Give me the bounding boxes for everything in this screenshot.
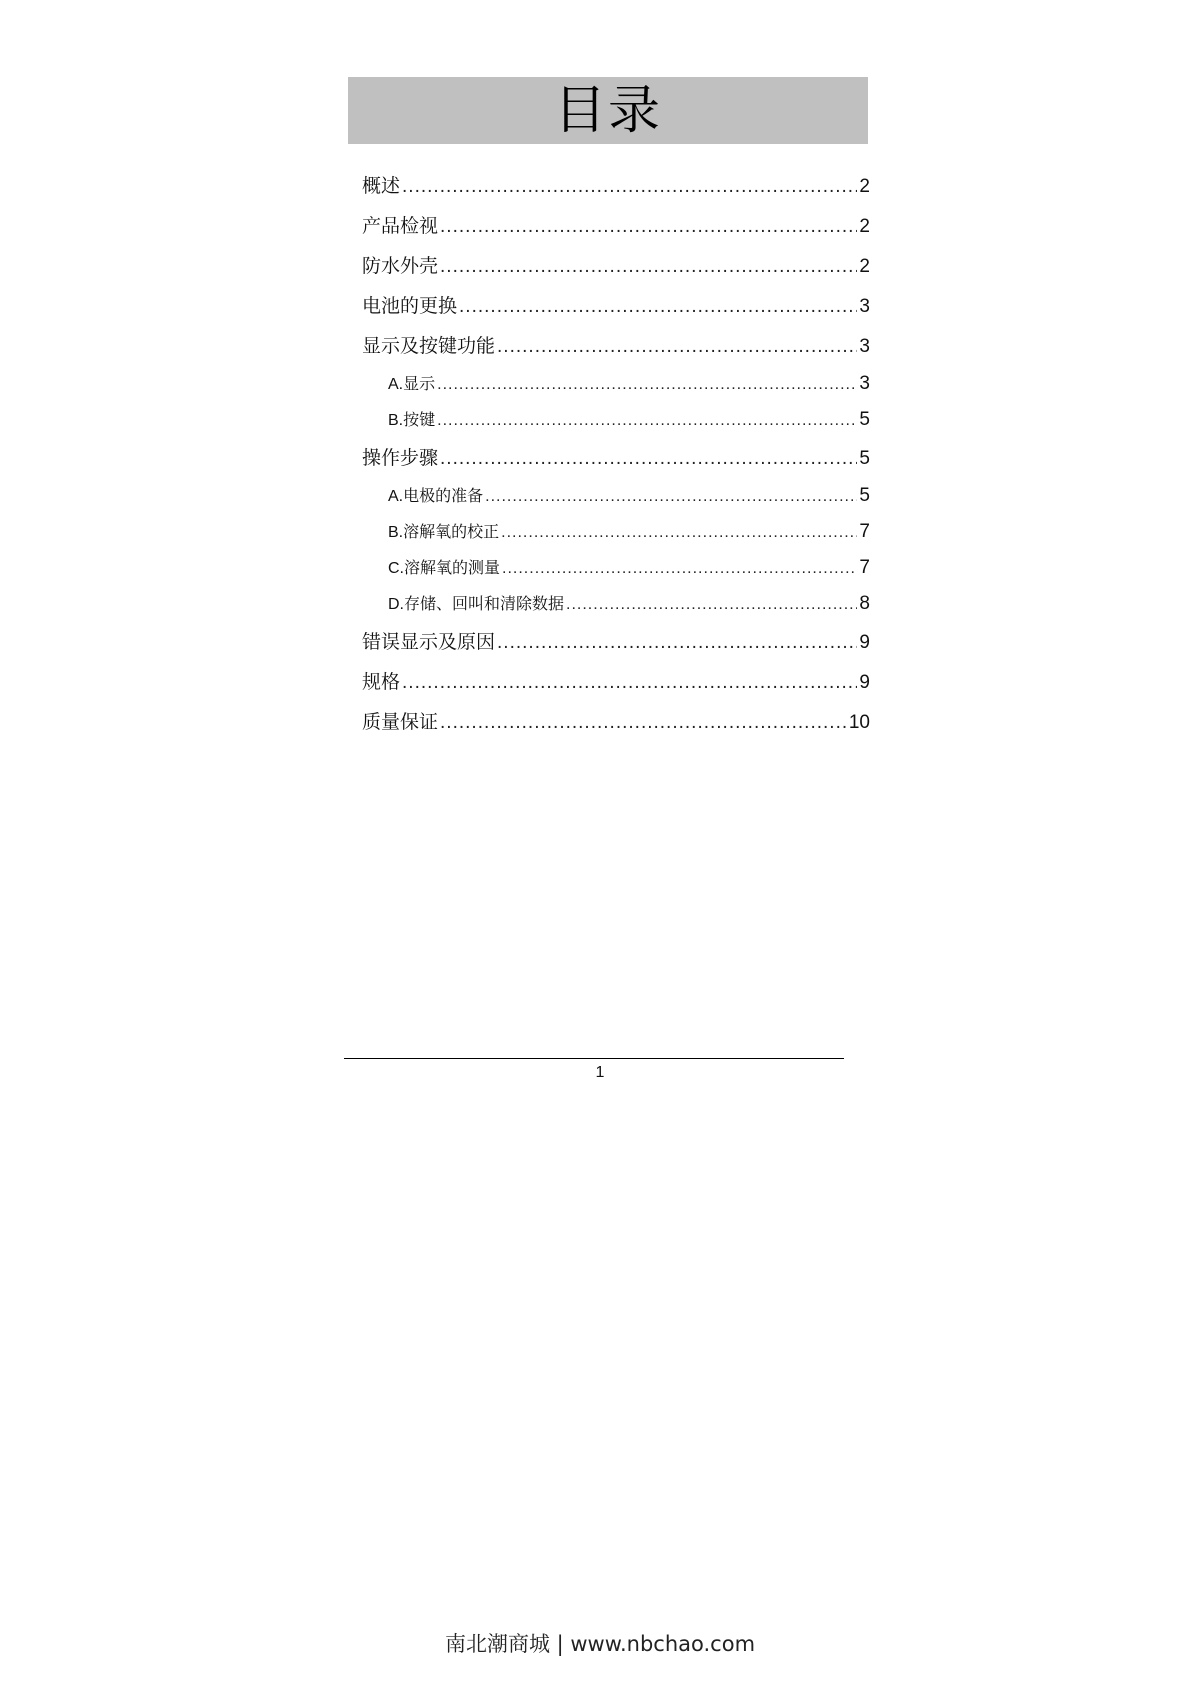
toc-dot-leader	[402, 167, 857, 207]
toc-dot-leader	[497, 623, 857, 663]
toc-subentry-marker: C.	[388, 560, 404, 577]
toc-subentry-marker: A.	[388, 488, 404, 505]
toc-entry-page: 3	[859, 336, 870, 357]
toc-subentry-marker: A.	[388, 376, 404, 393]
toc-entry-label: 操作步骤	[362, 447, 439, 469]
toc-entry-page: 5	[859, 485, 870, 506]
toc-dot-leader	[459, 287, 857, 327]
toc-dot-leader	[485, 479, 857, 515]
table-of-contents	[362, 166, 870, 742]
toc-entry-page: 7	[859, 521, 870, 542]
toc-dot-leader	[440, 207, 857, 247]
toc-entry-label: 存储、回叫和清除数据	[404, 594, 565, 613]
toc-entry[interactable]	[362, 662, 870, 702]
toc-entry-page: 3	[859, 373, 870, 394]
toc-entry-page: 2	[859, 256, 870, 277]
toc-entry-label: 防水外壳	[362, 255, 439, 277]
toc-dot-leader	[566, 587, 857, 623]
toc-entry-page: 8	[859, 593, 870, 614]
toc-entry-label: 产品检视	[362, 215, 439, 237]
toc-dot-leader	[437, 367, 857, 403]
toc-entry[interactable]	[362, 702, 870, 742]
toc-dot-leader	[440, 703, 847, 743]
toc-entry[interactable]	[362, 206, 870, 246]
toc-subentry-marker: D.	[388, 596, 404, 613]
footer-divider	[344, 1058, 844, 1059]
toc-subentry-marker: B.	[388, 524, 404, 541]
toc-entry-page: 9	[859, 632, 870, 653]
toc-title: 目录	[553, 80, 662, 141]
toc-entry-label: 溶解氧的校正	[403, 522, 500, 541]
toc-subentry[interactable]	[362, 478, 870, 514]
toc-entry[interactable]	[362, 286, 870, 326]
toc-dot-leader	[501, 515, 857, 551]
toc-dot-leader	[402, 663, 857, 703]
toc-entry-label: 电极的准备	[403, 486, 484, 505]
page-number: 1	[595, 1064, 605, 1081]
toc-dot-leader	[502, 551, 857, 587]
toc-entry[interactable]	[362, 622, 870, 662]
toc-entry-page: 3	[859, 296, 870, 317]
toc-entry[interactable]	[362, 246, 870, 286]
toc-subentry[interactable]	[362, 366, 870, 402]
toc-entry-page: 2	[859, 216, 870, 237]
toc-title-banner	[348, 77, 868, 144]
toc-entry[interactable]	[362, 166, 870, 206]
toc-entry-page: 5	[859, 448, 870, 469]
toc-entry-label: 概述	[362, 175, 401, 197]
toc-entry-page: 10	[848, 712, 870, 733]
toc-subentry[interactable]	[362, 514, 870, 550]
toc-entry-label: 质量保证	[362, 711, 439, 733]
toc-subentry[interactable]	[362, 586, 870, 622]
toc-dot-leader	[440, 247, 857, 287]
toc-subentry[interactable]	[362, 550, 870, 586]
toc-entry-page: 5	[859, 409, 870, 430]
site-watermark: 南北潮商城 | www.nbchao.com	[444, 1632, 756, 1656]
toc-subentry-marker: B.	[388, 412, 404, 429]
toc-entry-label: 按键	[403, 410, 436, 429]
toc-entry-label: 规格	[362, 671, 401, 693]
toc-entry-label: 溶解氧的测量	[404, 558, 501, 577]
toc-entry-label: 电池的更换	[362, 295, 458, 317]
toc-entry-label: 显示	[403, 374, 436, 393]
toc-entry-page: 7	[859, 557, 870, 578]
toc-entry-page: 9	[859, 672, 870, 693]
toc-entry-page: 2	[859, 176, 870, 197]
toc-dot-leader	[497, 327, 857, 367]
toc-subentry[interactable]	[362, 402, 870, 438]
toc-entry[interactable]	[362, 438, 870, 478]
toc-dot-leader	[437, 403, 857, 439]
toc-entry[interactable]	[362, 326, 870, 366]
toc-dot-leader	[440, 439, 857, 479]
toc-entry-label: 错误显示及原因	[362, 631, 496, 653]
toc-entry-label: 显示及按键功能	[362, 335, 496, 357]
